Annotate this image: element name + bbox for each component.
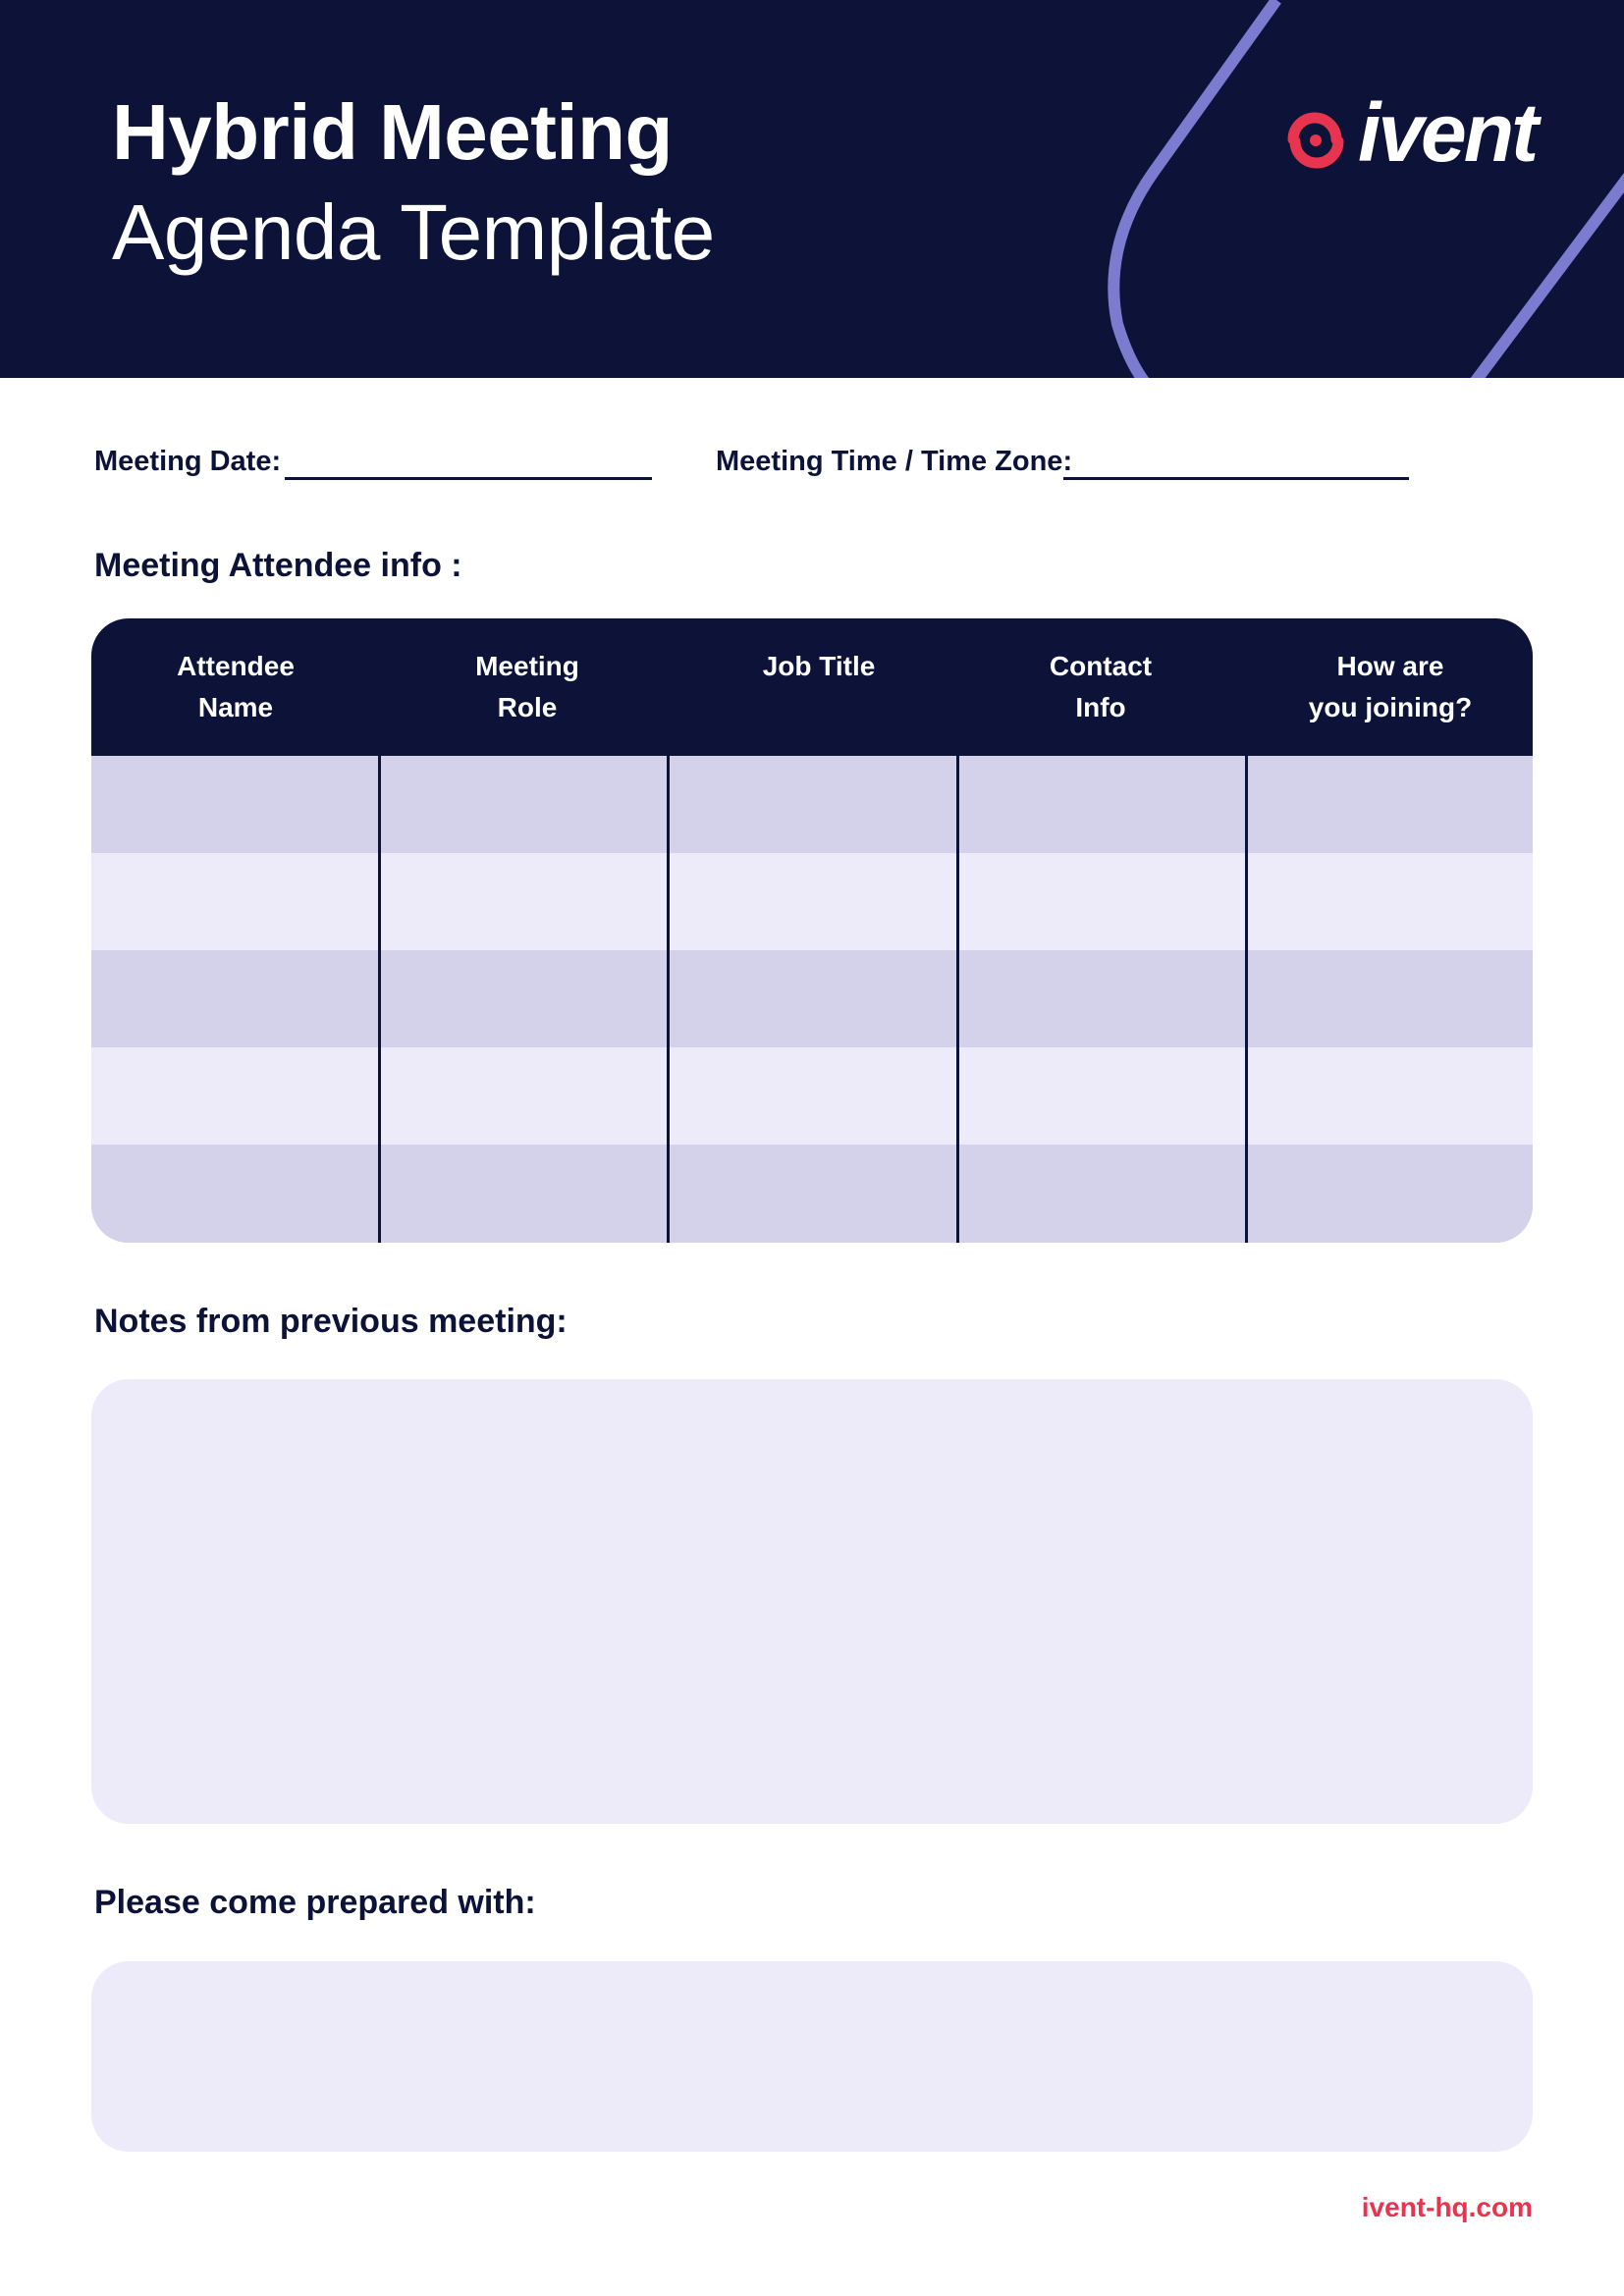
meeting-date-label: Meeting Date:	[94, 446, 282, 477]
attendee-section-title: Meeting Attendee info :	[94, 547, 462, 584]
column-header-attendee-name: Attendee Name	[177, 651, 295, 722]
table-row[interactable]	[91, 950, 1533, 1047]
table-row[interactable]	[91, 853, 1533, 950]
table-row[interactable]	[91, 1047, 1533, 1145]
column-header-how-joining: How are you joining?	[1308, 651, 1473, 722]
ivent-swirl-logo-icon	[1281, 106, 1350, 175]
attendee-table-header	[91, 618, 1533, 756]
header-banner	[0, 0, 1624, 378]
prepared-textarea[interactable]	[91, 1961, 1533, 2152]
footer-website-link[interactable]: ivent-hq.com	[1361, 2192, 1533, 2222]
column-divider	[378, 756, 381, 1243]
column-header-meeting-role: Meeting Role	[475, 651, 579, 722]
column-divider	[1245, 756, 1248, 1243]
table-row[interactable]	[91, 756, 1533, 853]
column-header-job-title: Job Title	[762, 651, 876, 681]
attendee-table	[91, 618, 1533, 1243]
table-row[interactable]	[91, 1145, 1533, 1243]
column-divider	[956, 756, 959, 1243]
meeting-time-input-line[interactable]	[1063, 477, 1409, 480]
title-line-1: Hybrid Meeting	[112, 88, 673, 176]
prepared-section-title: Please come prepared with:	[94, 1884, 536, 1921]
ivent-logo[interactable]	[1281, 86, 1542, 179]
notes-textarea[interactable]	[91, 1379, 1533, 1824]
column-divider	[667, 756, 670, 1243]
title-line-2: Agenda Template	[112, 188, 715, 276]
meeting-date-input-line[interactable]	[285, 477, 652, 480]
column-header-contact-info: Contact Info	[1049, 651, 1153, 722]
logo-wordmark: ivent	[1358, 86, 1537, 179]
notes-section-title: Notes from previous meeting:	[94, 1303, 568, 1340]
meeting-time-label: Meeting Time / Time Zone:	[716, 446, 1073, 477]
